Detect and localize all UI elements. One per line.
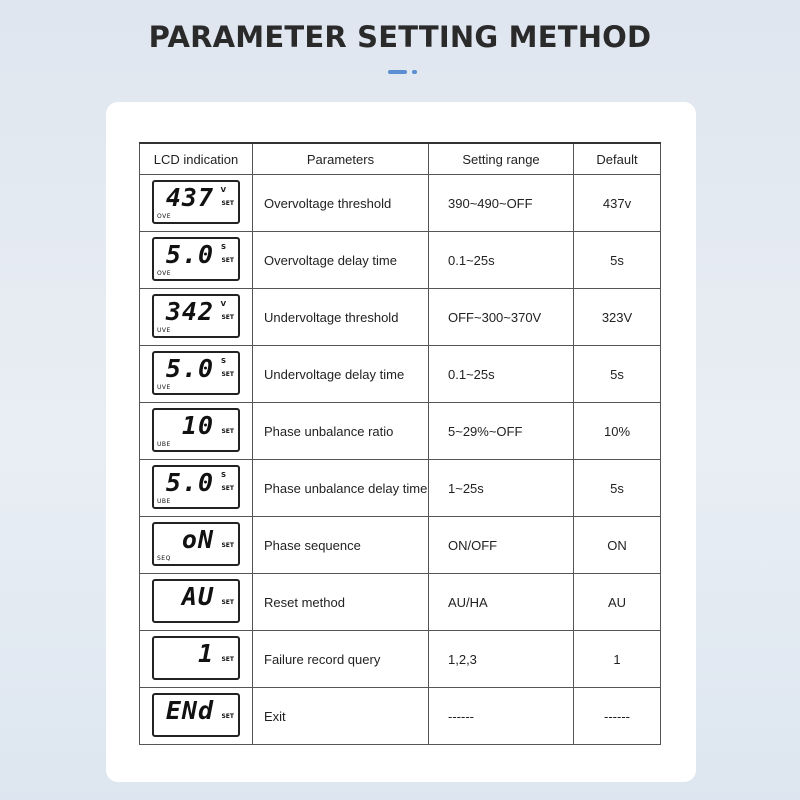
table-row [140,460,661,517]
table-header-row [140,143,661,175]
default-cell: 10% [574,403,661,460]
setting-range-cell: 1,2,3 [429,631,574,688]
lcd-display [152,180,240,224]
table-row [140,232,661,289]
table-row [140,574,661,631]
lcd-set-label: SET [221,370,234,378]
setting-range-cell: 5~29%~OFF [429,403,574,460]
parameter-table [139,142,661,745]
lcd-indication-cell [140,289,253,346]
lcd-set-label: SET [221,598,234,606]
setting-range-cell: ------ [429,688,574,745]
lcd-display [152,408,240,452]
lcd-indication-cell [140,460,253,517]
lcd-unit: V [220,299,226,308]
lcd-digits: 1 [197,638,214,668]
default-cell: ------ [574,688,661,745]
lcd-digits: 5.0 [165,353,214,383]
lcd-set-label: SET [221,256,234,264]
lcd-unit: V [220,185,226,194]
setting-range-cell: 0.1~25s [429,346,574,403]
table-row [140,517,661,574]
lcd-set-label: SET [221,484,234,492]
setting-range-cell: 0.1~25s [429,232,574,289]
lcd-set-label: SET [221,427,234,435]
lcd-set-label: SET [221,712,234,720]
parameter-cell: Undervoltage threshold [253,289,429,346]
table-body [140,175,661,745]
lcd-set-label: SET [221,199,234,207]
lcd-set-label: SET [221,655,234,663]
parameter-cell: Phase unbalance delay time [253,460,429,517]
parameter-cell: Undervoltage delay time [253,346,429,403]
lcd-indication-cell [140,574,253,631]
lcd-indication-cell [140,232,253,289]
default-cell: 1 [574,631,661,688]
table-row [140,688,661,745]
setting-range-cell: ON/OFF [429,517,574,574]
lcd-display [152,579,240,623]
lcd-display [152,522,240,566]
default-cell: AU [574,574,661,631]
lcd-digits: 437 [165,182,214,212]
default-cell: 437v [574,175,661,232]
table-row [140,289,661,346]
lcd-mode-code: UBE [157,497,171,505]
lcd-indication-cell [140,517,253,574]
setting-range-cell: AU/HA [429,574,574,631]
lcd-indication-cell [140,175,253,232]
page-title: PARAMETER SETTING METHOD [148,20,652,54]
lcd-indication-cell [140,403,253,460]
lcd-mode-code: UBE [157,440,171,448]
header-lcd-indication: LCD indication [140,143,253,175]
lcd-display [152,237,240,281]
lcd-mode-code: UVE [157,383,171,391]
accent-bar [388,70,407,74]
lcd-unit: S [220,470,226,479]
lcd-mode-code: UVE [157,326,171,334]
header-setting-range: Setting range [429,143,574,175]
parameter-cell: Overvoltage threshold [253,175,429,232]
lcd-indication-cell [140,688,253,745]
lcd-unit: S [220,242,226,251]
default-cell: ON [574,517,661,574]
lcd-indication-cell [140,631,253,688]
lcd-digits: ENd [165,695,214,725]
parameter-cell: Failure record query [253,631,429,688]
lcd-mode-code: OVE [157,269,172,277]
lcd-display [152,294,240,338]
default-cell: 5s [574,346,661,403]
lcd-display [152,636,240,680]
lcd-mode-code: SEQ [157,554,171,562]
lcd-mode-code: OVE [157,212,172,220]
parameter-cell: Overvoltage delay time [253,232,429,289]
default-cell: 5s [574,232,661,289]
parameter-cell: Exit [253,688,429,745]
lcd-set-label: SET [221,313,234,321]
accent-dot [412,70,417,74]
lcd-display [152,693,240,737]
lcd-unit: S [220,356,226,365]
lcd-indication-cell [140,346,253,403]
lcd-digits: 10 [181,410,214,440]
parameter-cell: Phase unbalance ratio [253,403,429,460]
lcd-digits: 5.0 [165,467,214,497]
lcd-display [152,465,240,509]
lcd-digits: 5.0 [165,239,214,269]
table-row [140,346,661,403]
default-cell: 5s [574,460,661,517]
setting-range-cell: OFF~300~370V [429,289,574,346]
lcd-digits: oN [181,524,214,554]
table-row [140,403,661,460]
table-row [140,175,661,232]
lcd-digits: 342 [165,296,214,326]
header-default: Default [574,143,661,175]
lcd-set-label: SET [221,541,234,549]
setting-range-cell: 390~490~OFF [429,175,574,232]
lcd-display [152,351,240,395]
default-cell: 323V [574,289,661,346]
lcd-digits: AU [181,581,214,611]
setting-range-cell: 1~25s [429,460,574,517]
table-row [140,631,661,688]
parameter-cell: Reset method [253,574,429,631]
header-parameters: Parameters [253,143,429,175]
parameter-cell: Phase sequence [253,517,429,574]
